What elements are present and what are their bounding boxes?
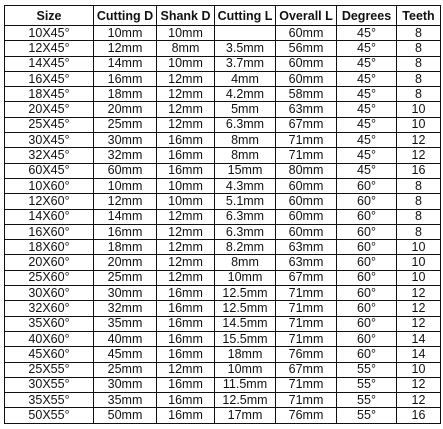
cutting-length-cell: 12.5mm bbox=[215, 393, 276, 408]
size-cell: 25X45° bbox=[5, 117, 94, 132]
cutting-diameter-cell: 18mm bbox=[94, 87, 157, 102]
size-cell: 20X60° bbox=[5, 255, 94, 270]
cutting-length-cell: 15.5mm bbox=[215, 331, 276, 346]
degrees-cell: 55° bbox=[337, 408, 397, 424]
shank-diameter-cell: 10mm bbox=[157, 56, 215, 71]
size-cell: 16X45° bbox=[5, 71, 94, 86]
size-cell: 45X60° bbox=[5, 347, 94, 362]
size-cell: 12X45° bbox=[5, 41, 94, 56]
degrees-cell: 55° bbox=[337, 393, 397, 408]
table-row bbox=[5, 102, 441, 117]
size-cell: 18X45° bbox=[5, 87, 94, 102]
overall-length-cell: 71mm bbox=[276, 331, 337, 346]
shank-diameter-cell: 12mm bbox=[157, 270, 215, 285]
cutting-diameter-cell: 25mm bbox=[94, 362, 157, 377]
overall-length-cell: 71mm bbox=[276, 316, 337, 331]
cutting-diameter-cell: 16mm bbox=[94, 71, 157, 86]
overall-length-cell: 60mm bbox=[276, 71, 337, 86]
size-cell: 30X60° bbox=[5, 286, 94, 301]
shank-diameter-cell: 12mm bbox=[157, 240, 215, 255]
size-cell: 16X60° bbox=[5, 224, 94, 239]
size-cell: 10X45° bbox=[5, 26, 94, 41]
degrees-cell: 45° bbox=[337, 56, 397, 71]
overall-length-cell: 63mm bbox=[276, 255, 337, 270]
cutting-length-cell: 4mm bbox=[215, 71, 276, 86]
table-row bbox=[5, 301, 441, 316]
header-row bbox=[5, 6, 441, 26]
shank-diameter-cell: 12mm bbox=[157, 209, 215, 224]
shank-diameter-cell: 16mm bbox=[157, 148, 215, 163]
cutting-diameter-cell: 45mm bbox=[94, 347, 157, 362]
table-row bbox=[5, 224, 441, 239]
cutting-diameter-cell: 50mm bbox=[94, 408, 157, 424]
size-cell: 30X55° bbox=[5, 377, 94, 392]
degrees-cell: 60° bbox=[337, 331, 397, 346]
table-row bbox=[5, 148, 441, 163]
cutting-diameter-cell: 16mm bbox=[94, 224, 157, 239]
table-header bbox=[5, 6, 441, 26]
spec-table bbox=[4, 5, 441, 424]
table-row bbox=[5, 163, 441, 178]
cutting-diameter-cell: 20mm bbox=[94, 102, 157, 117]
cutting-length-cell: 8mm bbox=[215, 148, 276, 163]
cutting-length-cell: 6.3mm bbox=[215, 209, 276, 224]
header-shank-diameter: Shank D bbox=[157, 6, 215, 26]
overall-length-cell: 63mm bbox=[276, 240, 337, 255]
overall-length-cell: 58mm bbox=[276, 87, 337, 102]
cutting-diameter-cell: 30mm bbox=[94, 133, 157, 148]
teeth-cell: 10 bbox=[397, 362, 441, 377]
degrees-cell: 60° bbox=[337, 194, 397, 209]
overall-length-cell: 60mm bbox=[276, 56, 337, 71]
overall-length-cell: 63mm bbox=[276, 102, 337, 117]
cutting-length-cell: 10mm bbox=[215, 270, 276, 285]
teeth-cell: 8 bbox=[397, 224, 441, 239]
header-degrees: Degrees bbox=[337, 6, 397, 26]
table-row bbox=[5, 178, 441, 193]
overall-length-cell: 71mm bbox=[276, 301, 337, 316]
degrees-cell: 60° bbox=[337, 286, 397, 301]
teeth-cell: 8 bbox=[397, 87, 441, 102]
degrees-cell: 60° bbox=[337, 255, 397, 270]
degrees-cell: 45° bbox=[337, 133, 397, 148]
shank-diameter-cell: 12mm bbox=[157, 102, 215, 117]
shank-diameter-cell: 16mm bbox=[157, 286, 215, 301]
degrees-cell: 45° bbox=[337, 87, 397, 102]
cutting-length-cell: 3.7mm bbox=[215, 56, 276, 71]
teeth-cell: 16 bbox=[397, 408, 441, 424]
degrees-cell: 55° bbox=[337, 362, 397, 377]
table-row bbox=[5, 209, 441, 224]
degrees-cell: 60° bbox=[337, 209, 397, 224]
teeth-cell: 8 bbox=[397, 71, 441, 86]
cutting-length-cell: 12.5mm bbox=[215, 286, 276, 301]
cutting-diameter-cell: 18mm bbox=[94, 240, 157, 255]
size-cell: 35X55° bbox=[5, 393, 94, 408]
shank-diameter-cell: 12mm bbox=[157, 71, 215, 86]
teeth-cell: 12 bbox=[397, 377, 441, 392]
table-row bbox=[5, 270, 441, 285]
overall-length-cell: 60mm bbox=[276, 178, 337, 193]
overall-length-cell: 67mm bbox=[276, 270, 337, 285]
shank-diameter-cell: 16mm bbox=[157, 347, 215, 362]
table-row bbox=[5, 286, 441, 301]
header-cutting-length: Cutting L bbox=[215, 6, 276, 26]
table-row bbox=[5, 117, 441, 132]
cutting-diameter-cell: 60mm bbox=[94, 163, 157, 178]
table-body bbox=[5, 26, 441, 424]
overall-length-cell: 80mm bbox=[276, 163, 337, 178]
degrees-cell: 60° bbox=[337, 301, 397, 316]
teeth-cell: 12 bbox=[397, 286, 441, 301]
cutting-length-cell: 6.3mm bbox=[215, 117, 276, 132]
shank-diameter-cell: 16mm bbox=[157, 377, 215, 392]
overall-length-cell: 67mm bbox=[276, 362, 337, 377]
table-row bbox=[5, 87, 441, 102]
size-cell: 35X60° bbox=[5, 316, 94, 331]
table-row bbox=[5, 255, 441, 270]
overall-length-cell: 71mm bbox=[276, 286, 337, 301]
cutting-length-cell: 18mm bbox=[215, 347, 276, 362]
degrees-cell: 45° bbox=[337, 26, 397, 41]
cutting-length-cell: 10mm bbox=[215, 362, 276, 377]
degrees-cell: 45° bbox=[337, 71, 397, 86]
overall-length-cell: 60mm bbox=[276, 224, 337, 239]
cutting-diameter-cell: 10mm bbox=[94, 178, 157, 193]
overall-length-cell: 71mm bbox=[276, 148, 337, 163]
size-cell: 18X60° bbox=[5, 240, 94, 255]
overall-length-cell: 67mm bbox=[276, 117, 337, 132]
teeth-cell: 12 bbox=[397, 301, 441, 316]
table-row bbox=[5, 194, 441, 209]
cutting-diameter-cell: 12mm bbox=[94, 194, 157, 209]
cutting-diameter-cell: 32mm bbox=[94, 301, 157, 316]
cutting-length-cell: 11.5mm bbox=[215, 377, 276, 392]
table-row bbox=[5, 41, 441, 56]
shank-diameter-cell: 16mm bbox=[157, 393, 215, 408]
teeth-cell: 8 bbox=[397, 41, 441, 56]
degrees-cell: 45° bbox=[337, 163, 397, 178]
header-teeth: Teeth bbox=[397, 6, 441, 26]
size-cell: 32X60° bbox=[5, 301, 94, 316]
degrees-cell: 60° bbox=[337, 224, 397, 239]
table-row bbox=[5, 240, 441, 255]
teeth-cell: 8 bbox=[397, 26, 441, 41]
shank-diameter-cell: 8mm bbox=[157, 41, 215, 56]
size-cell: 20X45° bbox=[5, 102, 94, 117]
cutting-length-cell: 4.2mm bbox=[215, 87, 276, 102]
degrees-cell: 45° bbox=[337, 41, 397, 56]
cutting-length-cell: 8mm bbox=[215, 133, 276, 148]
size-cell: 25X55° bbox=[5, 362, 94, 377]
shank-diameter-cell: 12mm bbox=[157, 224, 215, 239]
header-cutting-diameter: Cutting D bbox=[94, 6, 157, 26]
cutting-diameter-cell: 30mm bbox=[94, 286, 157, 301]
cutting-diameter-cell: 25mm bbox=[94, 117, 157, 132]
shank-diameter-cell: 12mm bbox=[157, 117, 215, 132]
overall-length-cell: 60mm bbox=[276, 194, 337, 209]
teeth-cell: 12 bbox=[397, 316, 441, 331]
overall-length-cell: 60mm bbox=[276, 209, 337, 224]
degrees-cell: 45° bbox=[337, 148, 397, 163]
size-cell: 10X60° bbox=[5, 178, 94, 193]
cutting-length-cell: 8.2mm bbox=[215, 240, 276, 255]
teeth-cell: 10 bbox=[397, 102, 441, 117]
cutting-length-cell: 5.1mm bbox=[215, 194, 276, 209]
cutting-length-cell: 5mm bbox=[215, 102, 276, 117]
degrees-cell: 60° bbox=[337, 270, 397, 285]
table-row bbox=[5, 331, 441, 346]
teeth-cell: 14 bbox=[397, 331, 441, 346]
shank-diameter-cell: 10mm bbox=[157, 178, 215, 193]
overall-length-cell: 71mm bbox=[276, 393, 337, 408]
cutting-diameter-cell: 30mm bbox=[94, 377, 157, 392]
cutting-diameter-cell: 35mm bbox=[94, 316, 157, 331]
table-row bbox=[5, 377, 441, 392]
teeth-cell: 8 bbox=[397, 178, 441, 193]
overall-length-cell: 76mm bbox=[276, 347, 337, 362]
table-row bbox=[5, 56, 441, 71]
teeth-cell: 8 bbox=[397, 209, 441, 224]
table-row bbox=[5, 71, 441, 86]
degrees-cell: 60° bbox=[337, 347, 397, 362]
cutting-length-cell: 8mm bbox=[215, 255, 276, 270]
overall-length-cell: 56mm bbox=[276, 41, 337, 56]
table-row bbox=[5, 26, 441, 41]
cutting-diameter-cell: 12mm bbox=[94, 41, 157, 56]
shank-diameter-cell: 12mm bbox=[157, 87, 215, 102]
overall-length-cell: 71mm bbox=[276, 133, 337, 148]
cutting-diameter-cell: 20mm bbox=[94, 255, 157, 270]
cutting-length-cell: 12.5mm bbox=[215, 301, 276, 316]
overall-length-cell: 60mm bbox=[276, 26, 337, 41]
shank-diameter-cell: 16mm bbox=[157, 331, 215, 346]
teeth-cell: 12 bbox=[397, 133, 441, 148]
shank-diameter-cell: 12mm bbox=[157, 255, 215, 270]
cutting-diameter-cell: 25mm bbox=[94, 270, 157, 285]
size-cell: 32X45° bbox=[5, 148, 94, 163]
shank-diameter-cell: 16mm bbox=[157, 301, 215, 316]
cutting-length-cell bbox=[215, 26, 276, 41]
size-cell: 50X55° bbox=[5, 408, 94, 424]
teeth-cell: 10 bbox=[397, 240, 441, 255]
cutting-length-cell: 6.3mm bbox=[215, 224, 276, 239]
degrees-cell: 60° bbox=[337, 178, 397, 193]
cutting-length-cell: 15mm bbox=[215, 163, 276, 178]
cutting-diameter-cell: 10mm bbox=[94, 26, 157, 41]
shank-diameter-cell: 16mm bbox=[157, 133, 215, 148]
teeth-cell: 10 bbox=[397, 270, 441, 285]
cutting-diameter-cell: 32mm bbox=[94, 148, 157, 163]
header-overall-length: Overall L bbox=[276, 6, 337, 26]
teeth-cell: 8 bbox=[397, 194, 441, 209]
cutting-diameter-cell: 40mm bbox=[94, 331, 157, 346]
cutting-diameter-cell: 14mm bbox=[94, 56, 157, 71]
shank-diameter-cell: 12mm bbox=[157, 362, 215, 377]
shank-diameter-cell: 10mm bbox=[157, 194, 215, 209]
size-cell: 30X45° bbox=[5, 133, 94, 148]
teeth-cell: 16 bbox=[397, 163, 441, 178]
teeth-cell: 10 bbox=[397, 255, 441, 270]
cutting-length-cell: 14.5mm bbox=[215, 316, 276, 331]
degrees-cell: 45° bbox=[337, 102, 397, 117]
overall-length-cell: 76mm bbox=[276, 408, 337, 424]
table-row bbox=[5, 347, 441, 362]
shank-diameter-cell: 10mm bbox=[157, 26, 215, 41]
cutting-length-cell: 17mm bbox=[215, 408, 276, 424]
size-cell: 12X60° bbox=[5, 194, 94, 209]
cutting-diameter-cell: 14mm bbox=[94, 209, 157, 224]
teeth-cell: 12 bbox=[397, 393, 441, 408]
teeth-cell: 10 bbox=[397, 117, 441, 132]
degrees-cell: 60° bbox=[337, 316, 397, 331]
shank-diameter-cell: 16mm bbox=[157, 163, 215, 178]
table-row bbox=[5, 393, 441, 408]
degrees-cell: 55° bbox=[337, 377, 397, 392]
overall-length-cell: 71mm bbox=[276, 377, 337, 392]
shank-diameter-cell: 16mm bbox=[157, 408, 215, 424]
shank-diameter-cell: 16mm bbox=[157, 316, 215, 331]
table-row bbox=[5, 133, 441, 148]
size-cell: 14X45° bbox=[5, 56, 94, 71]
cutting-diameter-cell: 35mm bbox=[94, 393, 157, 408]
size-cell: 14X60° bbox=[5, 209, 94, 224]
cutting-length-cell: 3.5mm bbox=[215, 41, 276, 56]
degrees-cell: 60° bbox=[337, 240, 397, 255]
teeth-cell: 12 bbox=[397, 148, 441, 163]
cutting-length-cell: 4.3mm bbox=[215, 178, 276, 193]
degrees-cell: 45° bbox=[337, 117, 397, 132]
size-cell: 60X45° bbox=[5, 163, 94, 178]
header-size: Size bbox=[5, 6, 94, 26]
size-cell: 25X60° bbox=[5, 270, 94, 285]
table-row bbox=[5, 408, 441, 424]
teeth-cell: 14 bbox=[397, 347, 441, 362]
table-row bbox=[5, 362, 441, 377]
table-row bbox=[5, 316, 441, 331]
teeth-cell: 8 bbox=[397, 56, 441, 71]
size-cell: 40X60° bbox=[5, 331, 94, 346]
